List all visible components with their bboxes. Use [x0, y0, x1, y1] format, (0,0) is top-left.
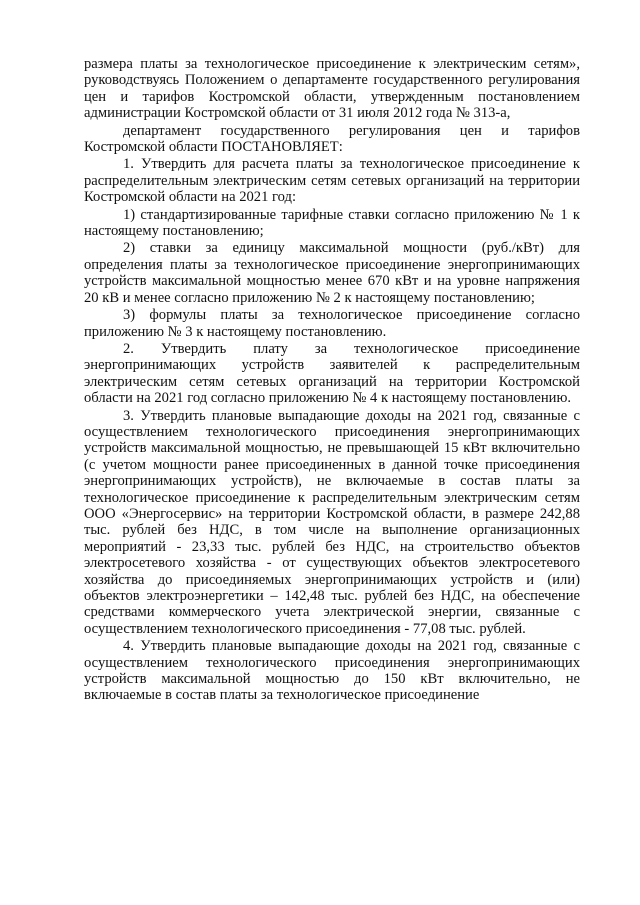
paragraph-item-2: 2. Утвердить плату за технологическое присоединение энергопринимающих устройств заявителей к распределительным электрическим сетям сетевых организаций на территории Костромской области на 2021 год согласно приложению № 4 к настоящему постановлению. — [84, 340, 580, 407]
paragraph-item-1-2: 2) ставки за единицу максимальной мощности (руб./кВт) для определения платы за технологическое присоединение энергопринимающих устройств максимальной мощностью менее 670 кВт и на уровне напряжения 20 кВ и менее согласно приложению № 2 к настоящему постановлению; — [84, 240, 580, 306]
paragraph-postanovlyaet: департамент государственного регулирования цен и тарифов Костромской области ПОСТАНОВЛЯЕТ: — [84, 122, 580, 156]
paragraph-item-3: 3. Утвердить плановые выпадающие доходы на 2021 год, связанные с осуществлением технологического присоединения энергопринимающих устройств максимальной мощностью, не превышающей 15 кВт включительно (с учетом мощности ранее присоединенных в данной точке присоединения энергопринимающих устройств), не включаемые в состав платы за технологическое присоединение к распределительным электрическим сетям ООО «Энергосервис» на территории Костромской области, в размере 242,88 тыс. рублей без НДС, в том числе на выполнение организационных мероприятий - 23,33 тыс. рублей без НДС, на строительство объектов электросетевого хозяйства - от существующих объектов электросетевого хозяйства до присоединяемых энергопринимающих устройств и (или) объектов электроэнергетики – 142,48 тыс. рублей без НДС, на обеспечение средствами коммерческого учета электрической энергии, связанные с осуществлением технологического присоединения - 77,08 тыс. рублей. — [84, 407, 580, 637]
paragraph-item-1-1: 1) стандартизированные тарифные ставки согласно приложению № 1 к настоящему постановлению; — [84, 206, 580, 240]
paragraph-item-4: 4. Утвердить плановые выпадающие доходы на 2021 год, связанные с осуществлением технологического присоединения энергопринимающих устройств максимальной мощностью до 150 кВт включительно, не включаемые в состав платы за технологическое присоединение — [84, 638, 580, 704]
paragraph-item-1: 1. Утвердить для расчета платы за технологическое присоединение к распределительным электрическим сетям сетевых организаций на территории Костромской области на 2021 год: — [84, 156, 580, 206]
paragraph-rukovodstvuyas: размера платы за технологическое присоединение к электрическим сетям», руководствуясь Положением о департаменте государственного регулирования цен и тарифов Костромской области, утвержденным постановлением администрации Костромской области от 31 июля 2012 года № 313-а, — [84, 56, 580, 122]
paragraph-item-1-3: 3) формулы платы за технологическое присоединение согласно приложению № 3 к настоящему постановлению. — [84, 307, 580, 340]
